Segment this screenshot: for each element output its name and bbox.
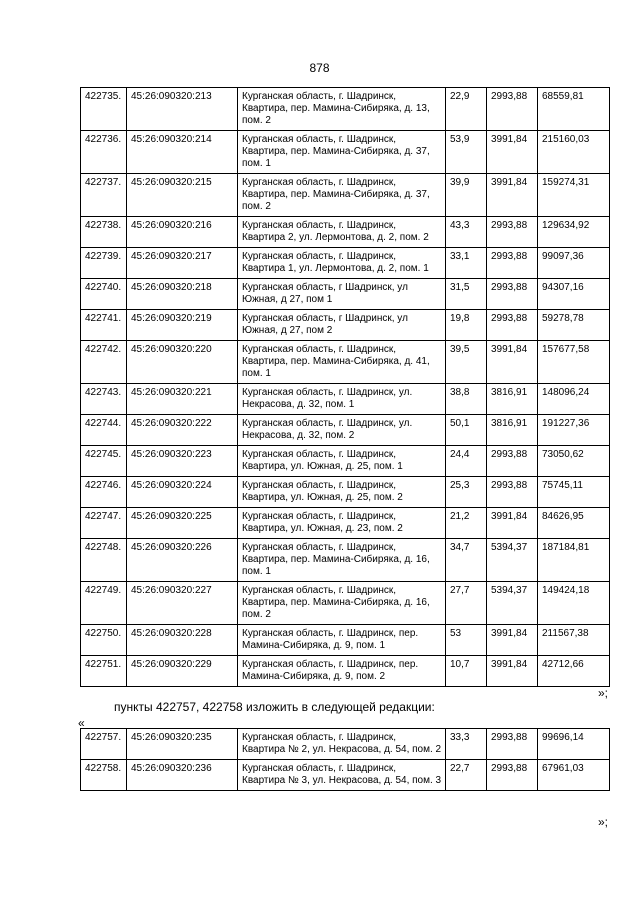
cadastral-value-cell: 75745,11	[538, 477, 610, 508]
cadastral-rate-cell: 2993,88	[487, 760, 538, 791]
area-cell: 21,2	[446, 508, 487, 539]
cadastral-rate-cell: 2993,88	[487, 88, 538, 131]
address-cell: Курганская область, г. Шадринск, Квартира, пер. Мамина-Сибиряка, д. 37, пом. 1	[238, 131, 446, 174]
row-number-cell: 422739.	[81, 248, 127, 279]
cadastral-rate-cell: 3816,91	[487, 415, 538, 446]
table-row	[81, 582, 610, 625]
area-cell: 31,5	[446, 279, 487, 310]
cadastral-value-cell: 67961,03	[538, 760, 610, 791]
cadastral-value-cell: 42712,66	[538, 656, 610, 687]
closing-quote: »;	[597, 686, 608, 700]
row-number-cell: 422738.	[81, 217, 127, 248]
row-number-cell: 422736.	[81, 131, 127, 174]
amendment-instruction: пункты 422757, 422758 изложить в следующей редакции:	[114, 700, 435, 714]
area-cell: 53	[446, 625, 487, 656]
address-cell: Курганская область, г. Шадринск, Квартира, пер. Мамина-Сибиряка, д. 16, пом. 2	[238, 582, 446, 625]
address-cell: Курганская область, г. Шадринск, Квартира, пер. Мамина-Сибиряка, д. 16, пом. 1	[238, 539, 446, 582]
row-number-cell: 422737.	[81, 174, 127, 217]
table-row	[81, 415, 610, 446]
area-cell: 43,3	[446, 217, 487, 248]
row-number-cell: 422758.	[81, 760, 127, 791]
row-number-cell: 422749.	[81, 582, 127, 625]
area-cell: 27,7	[446, 582, 487, 625]
address-cell: Курганская область, г Шадринск, ул Южная, д 27, пом 1	[238, 279, 446, 310]
row-number-cell: 422757.	[81, 729, 127, 760]
cadastral-rate-cell: 5394,37	[487, 539, 538, 582]
cadastral-value-cell: 187184,81	[538, 539, 610, 582]
table-row	[81, 625, 610, 656]
amended-registry-table	[80, 728, 610, 791]
row-number-cell: 422746.	[81, 477, 127, 508]
table-row	[81, 656, 610, 687]
cadastral-rate-cell: 2993,88	[487, 217, 538, 248]
cadastral-rate-cell: 2993,88	[487, 477, 538, 508]
address-cell: Курганская область, г. Шадринск, Квартира, ул. Южная, д. 25, пом. 1	[238, 446, 446, 477]
cadastral-value-cell: 191227,36	[538, 415, 610, 446]
opening-quote: «	[78, 716, 85, 730]
cadastral-number-cell: 45:26:090320:221	[127, 384, 238, 415]
area-cell: 33,1	[446, 248, 487, 279]
area-cell: 50,1	[446, 415, 487, 446]
address-cell: Курганская область, г. Шадринск, Квартира 1, ул. Лермонтова, д. 2, пом. 1	[238, 248, 446, 279]
row-number-cell: 422742.	[81, 341, 127, 384]
cadastral-value-cell: 59278,78	[538, 310, 610, 341]
cadastral-number-cell: 45:26:090320:235	[127, 729, 238, 760]
address-cell: Курганская область, г. Шадринск, Квартира 2, ул. Лермонтова, д. 2, пом. 2	[238, 217, 446, 248]
area-cell: 39,9	[446, 174, 487, 217]
cadastral-number-cell: 45:26:090320:216	[127, 217, 238, 248]
address-cell: Курганская область, г. Шадринск, Квартира, пер. Мамина-Сибиряка, д. 41, пом. 1	[238, 341, 446, 384]
table-row	[81, 477, 610, 508]
closing-quote: »;	[597, 815, 608, 829]
area-cell: 33,3	[446, 729, 487, 760]
cadastral-value-cell: 211567,38	[538, 625, 610, 656]
registry-table-body	[81, 88, 610, 687]
cadastral-number-cell: 45:26:090320:213	[127, 88, 238, 131]
cadastral-rate-cell: 3816,91	[487, 384, 538, 415]
cadastral-rate-cell: 2993,88	[487, 446, 538, 477]
cadastral-number-cell: 45:26:090320:225	[127, 508, 238, 539]
area-cell: 25,3	[446, 477, 487, 508]
address-cell: Курганская область, г. Шадринск, Квартира, ул. Южная, д. 23, пом. 2	[238, 508, 446, 539]
cadastral-number-cell: 45:26:090320:222	[127, 415, 238, 446]
area-cell: 22,9	[446, 88, 487, 131]
area-cell: 24,4	[446, 446, 487, 477]
area-cell: 10,7	[446, 656, 487, 687]
table-row	[81, 174, 610, 217]
cadastral-value-cell: 99097,36	[538, 248, 610, 279]
cadastral-number-cell: 45:26:090320:217	[127, 248, 238, 279]
cadastral-number-cell: 45:26:090320:215	[127, 174, 238, 217]
table-row	[81, 446, 610, 477]
cadastral-rate-cell: 5394,37	[487, 582, 538, 625]
cadastral-rate-cell: 3991,84	[487, 625, 538, 656]
cadastral-number-cell: 45:26:090320:220	[127, 341, 238, 384]
registry-table	[80, 87, 610, 687]
cadastral-number-cell: 45:26:090320:229	[127, 656, 238, 687]
cadastral-value-cell: 157677,58	[538, 341, 610, 384]
table-row	[81, 217, 610, 248]
cadastral-value-cell: 148096,24	[538, 384, 610, 415]
cadastral-number-cell: 45:26:090320:236	[127, 760, 238, 791]
cadastral-rate-cell: 3991,84	[487, 131, 538, 174]
cadastral-value-cell: 99696,14	[538, 729, 610, 760]
table-row	[81, 88, 610, 131]
cadastral-number-cell: 45:26:090320:219	[127, 310, 238, 341]
table-row	[81, 131, 610, 174]
table-row	[81, 248, 610, 279]
cadastral-number-cell: 45:26:090320:214	[127, 131, 238, 174]
address-cell: Курганская область, г. Шадринск, ул. Некрасова, д. 32, пом. 2	[238, 415, 446, 446]
cadastral-value-cell: 159274,31	[538, 174, 610, 217]
row-number-cell: 422745.	[81, 446, 127, 477]
row-number-cell: 422751.	[81, 656, 127, 687]
address-cell: Курганская область, г. Шадринск, Квартира, пер. Мамина-Сибиряка, д. 13, пом. 2	[238, 88, 446, 131]
table-row	[81, 760, 610, 791]
row-number-cell: 422744.	[81, 415, 127, 446]
table-row	[81, 279, 610, 310]
row-number-cell: 422747.	[81, 508, 127, 539]
cadastral-number-cell: 45:26:090320:223	[127, 446, 238, 477]
cadastral-value-cell: 84626,95	[538, 508, 610, 539]
cadastral-rate-cell: 3991,84	[487, 656, 538, 687]
area-cell: 34,7	[446, 539, 487, 582]
area-cell: 53,9	[446, 131, 487, 174]
address-cell: Курганская область, г. Шадринск, ул. Некрасова, д. 32, пом. 1	[238, 384, 446, 415]
address-cell: Курганская область, г. Шадринск, Квартира № 2, ул. Некрасова, д. 54, пом. 2	[238, 729, 446, 760]
cadastral-number-cell: 45:26:090320:224	[127, 477, 238, 508]
address-cell: Курганская область, г. Шадринск, пер. Мамина-Сибиряка, д. 9, пом. 1	[238, 625, 446, 656]
cadastral-value-cell: 73050,62	[538, 446, 610, 477]
table-row	[81, 729, 610, 760]
cadastral-value-cell: 215160,03	[538, 131, 610, 174]
address-cell: Курганская область, г. Шадринск, Квартира, пер. Мамина-Сибиряка, д. 37, пом. 2	[238, 174, 446, 217]
cadastral-rate-cell: 2993,88	[487, 310, 538, 341]
address-cell: Курганская область, г. Шадринск, пер. Мамина-Сибиряка, д. 9, пом. 2	[238, 656, 446, 687]
cadastral-value-cell: 94307,16	[538, 279, 610, 310]
row-number-cell: 422741.	[81, 310, 127, 341]
table-row	[81, 310, 610, 341]
row-number-cell: 422740.	[81, 279, 127, 310]
cadastral-number-cell: 45:26:090320:227	[127, 582, 238, 625]
amended-registry-table-body	[81, 729, 610, 791]
address-cell: Курганская область, г. Шадринск, Квартира № 3, ул. Некрасова, д. 54, пом. 3	[238, 760, 446, 791]
table-row	[81, 341, 610, 384]
row-number-cell: 422748.	[81, 539, 127, 582]
address-cell: Курганская область, г. Шадринск, Квартира, ул. Южная, д. 25, пом. 2	[238, 477, 446, 508]
cadastral-number-cell: 45:26:090320:228	[127, 625, 238, 656]
cadastral-rate-cell: 3991,84	[487, 341, 538, 384]
cadastral-number-cell: 45:26:090320:226	[127, 539, 238, 582]
cadastral-value-cell: 149424,18	[538, 582, 610, 625]
row-number-cell: 422735.	[81, 88, 127, 131]
row-number-cell: 422743.	[81, 384, 127, 415]
row-number-cell: 422750.	[81, 625, 127, 656]
table-row	[81, 539, 610, 582]
area-cell: 38,8	[446, 384, 487, 415]
table-row	[81, 508, 610, 539]
page-number: 878	[309, 61, 330, 75]
cadastral-value-cell: 129634,92	[538, 217, 610, 248]
cadastral-rate-cell: 3991,84	[487, 174, 538, 217]
cadastral-rate-cell: 2993,88	[487, 248, 538, 279]
cadastral-rate-cell: 3991,84	[487, 508, 538, 539]
area-cell: 19,8	[446, 310, 487, 341]
area-cell: 39,5	[446, 341, 487, 384]
cadastral-number-cell: 45:26:090320:218	[127, 279, 238, 310]
cadastral-rate-cell: 2993,88	[487, 729, 538, 760]
cadastral-value-cell: 68559,81	[538, 88, 610, 131]
cadastral-rate-cell: 2993,88	[487, 279, 538, 310]
table-row	[81, 384, 610, 415]
area-cell: 22,7	[446, 760, 487, 791]
address-cell: Курганская область, г Шадринск, ул Южная, д 27, пом 2	[238, 310, 446, 341]
